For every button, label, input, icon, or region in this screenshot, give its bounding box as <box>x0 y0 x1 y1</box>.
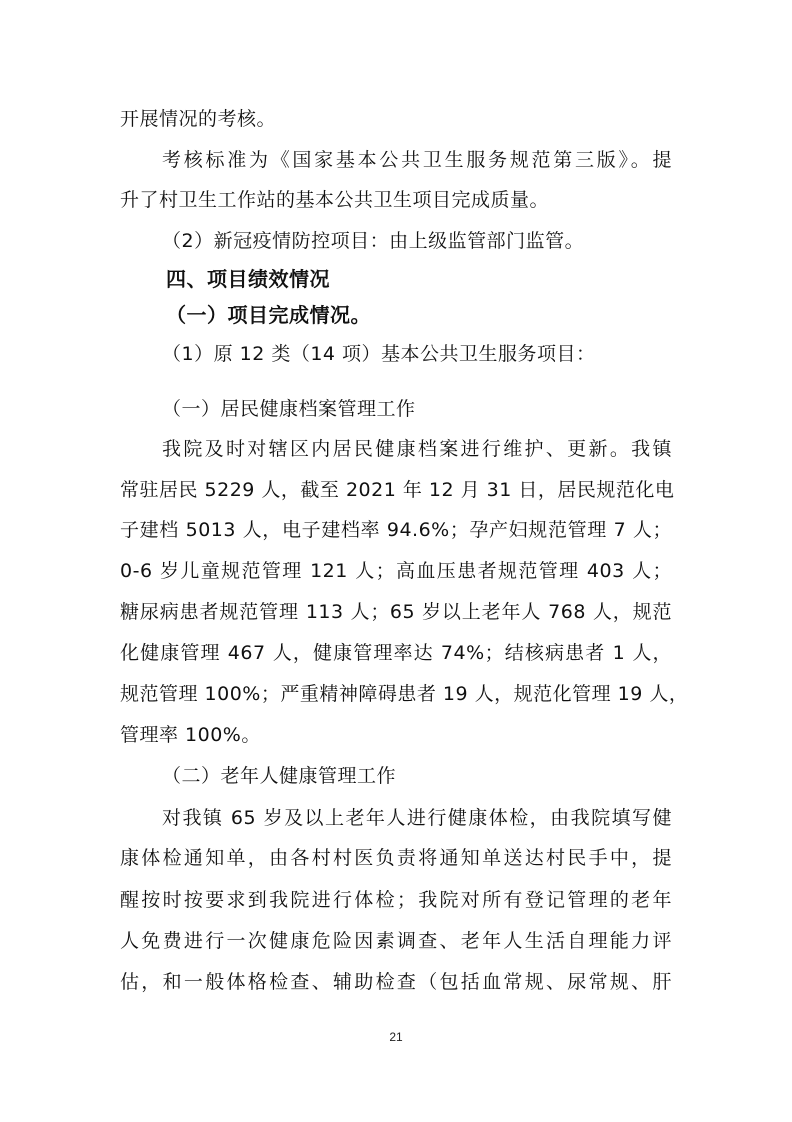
text-line: 醒按时按要求到我院进行体检；我院对所有登记管理的老年 <box>120 889 672 911</box>
text-line: 管理率 100%。 <box>120 724 261 746</box>
text-line: 考核标准为《国家基本公共卫生服务规范第三版》。提 <box>162 149 672 171</box>
text-line: 糖尿病患者规范管理 113 人；65 岁以上老年人 768 人，规范 <box>120 601 672 623</box>
text-line: 开展情况的考核。 <box>120 108 277 130</box>
text-line: 康体检通知单，由各村村医负责将通知单送达村民手中，提 <box>120 847 672 869</box>
text-line: 对我镇 65 岁及以上老年人进行健康体检，由我院填写健 <box>162 807 672 829</box>
text-line: （2）新冠疫情防控项目：由上级监管部门监管。 <box>162 230 585 252</box>
text-line: 0-6 岁儿童规范管理 121 人；高血压患者规范管理 403 人； <box>120 560 672 582</box>
text-line: （1）原 12 类（14 项）基本公共卫生服务项目： <box>162 343 596 365</box>
subsection-title: （一）居民健康档案管理工作 <box>162 398 416 420</box>
text-line: 规范管理 100%；严重精神障碍患者 19 人，规范化管理 19 人， <box>120 683 689 705</box>
text-line: 化健康管理 467 人，健康管理率达 74%；结核病患者 1 人， <box>120 642 672 664</box>
page-number: 21 <box>389 1030 403 1044</box>
subsection-title: （二）老年人健康管理工作 <box>162 765 397 787</box>
section-heading: 四、项目绩效情况 <box>166 267 330 291</box>
text-line: 估，和一般体格检查、辅助检查（包括血常规、尿常规、肝 <box>120 971 672 993</box>
text-line: 子建档 5013 人，电子建档率 94.6%；孕产妇规范管理 7 人； <box>120 519 672 541</box>
text-line: 我院及时对辖区内居民健康档案进行维护、更新。我镇 <box>162 438 672 460</box>
text-line: 升了村卫生工作站的基本公共卫生项目完成质量。 <box>120 189 550 211</box>
text-line: 常驻居民 5229 人，截至 2021 年 12 月 31 日，居民规范化电 <box>120 479 675 501</box>
text-line: 人免费进行一次健康危险因素调查、老年人生活自理能力评 <box>120 930 672 952</box>
subsection-heading: （一）项目完成情况。 <box>166 303 371 327</box>
